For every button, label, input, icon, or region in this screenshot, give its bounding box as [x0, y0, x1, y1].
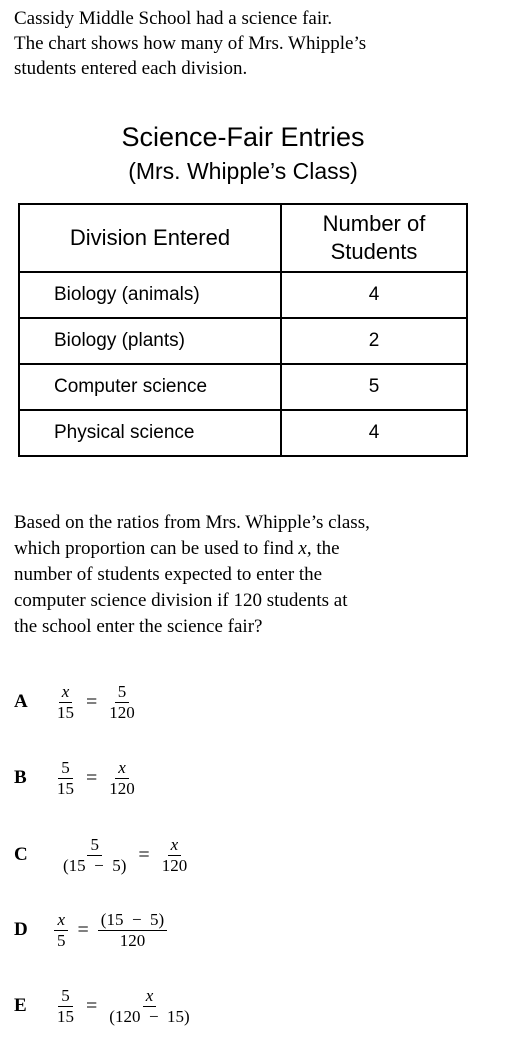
numerator: 5	[87, 835, 102, 856]
numerator: x	[115, 758, 129, 779]
table-row	[19, 410, 467, 456]
header-count-line: Students	[330, 239, 418, 264]
answer-choice-d[interactable]	[14, 908, 167, 952]
question-text	[14, 510, 514, 640]
question-variable: x	[298, 538, 307, 559]
table-row	[19, 272, 467, 318]
division-cell: Computer science	[19, 364, 281, 410]
answer-choice-c[interactable]	[14, 833, 190, 877]
count-cell: 5	[281, 364, 467, 410]
lhs-fraction	[54, 910, 69, 951]
header-count-line: Number of	[322, 211, 426, 236]
table-subtitle: (Mrs. Whipple’s Class)	[128, 158, 358, 184]
denominator: 120	[119, 930, 146, 950]
lhs-fraction	[54, 986, 77, 1027]
equals-sign: =	[86, 994, 98, 1017]
answer-choice-a[interactable]	[14, 680, 138, 724]
denominator: 15	[57, 702, 74, 722]
question-line: number of students expected to enter the	[14, 564, 323, 585]
numerator: (15 − 5)	[98, 910, 167, 931]
intro-text	[14, 6, 514, 81]
rhs-fraction	[106, 986, 192, 1027]
count-cell: 2	[281, 318, 467, 364]
rhs-fraction	[98, 910, 167, 951]
question-line: Based on the ratios from Mrs. Whipple’s class,	[14, 512, 370, 533]
table-header-row	[19, 204, 467, 272]
question-line: computer science division if 120 students at	[14, 590, 348, 611]
denominator: 120	[109, 778, 135, 798]
lhs-fraction	[54, 758, 77, 799]
table-row	[19, 318, 467, 364]
lhs-fraction	[60, 835, 129, 876]
denominator: 15	[57, 1006, 74, 1026]
question-line: , the	[306, 538, 340, 559]
intro-line: The chart shows how many of Mrs. Whipple’s	[14, 33, 367, 54]
numerator: x	[168, 835, 182, 856]
numerator: 5	[58, 758, 73, 779]
numerator: x	[59, 682, 73, 703]
rhs-fraction	[159, 835, 191, 876]
table-row	[19, 364, 467, 410]
denominator: 120	[109, 702, 135, 722]
answer-choice-b[interactable]	[14, 756, 138, 800]
denominator: 5	[57, 930, 66, 950]
rhs-fraction	[106, 758, 138, 799]
question-line: which proportion can be used to find	[14, 538, 299, 559]
intro-line: Cassidy Middle School had a science fair.	[14, 8, 333, 29]
choice-letter: E	[14, 995, 27, 1016]
answer-choice-e[interactable]	[14, 984, 193, 1028]
numerator: 5	[115, 682, 130, 703]
header-count	[281, 204, 467, 272]
choice-letter: B	[14, 767, 27, 788]
denominator: 15	[57, 778, 74, 798]
equals-sign: =	[86, 766, 98, 789]
division-cell: Biology (animals)	[19, 272, 281, 318]
science-fair-table	[18, 203, 468, 457]
choice-letter: D	[14, 919, 28, 940]
denominator: (15 − 5)	[63, 855, 127, 875]
equals-sign: =	[138, 843, 150, 866]
table-title: Science-Fair Entries	[121, 122, 365, 152]
intro-line: students entered each division.	[14, 58, 248, 79]
numerator: x	[54, 910, 68, 931]
count-cell: 4	[281, 410, 467, 456]
division-cell: Physical science	[19, 410, 281, 456]
choice-letter: C	[14, 844, 28, 865]
equals-sign: =	[86, 690, 98, 713]
division-cell: Biology (plants)	[19, 318, 281, 364]
rhs-fraction	[106, 682, 138, 723]
denominator: (120 − 15)	[109, 1006, 190, 1026]
question-line: the school enter the science fair?	[14, 616, 263, 637]
count-cell: 4	[281, 272, 467, 318]
numerator: 5	[58, 986, 73, 1007]
equals-sign: =	[77, 918, 89, 941]
header-division: Division Entered	[19, 204, 281, 272]
numerator: x	[143, 986, 157, 1007]
lhs-fraction	[54, 682, 77, 723]
denominator: 120	[161, 855, 188, 875]
choice-letter: A	[14, 691, 28, 712]
